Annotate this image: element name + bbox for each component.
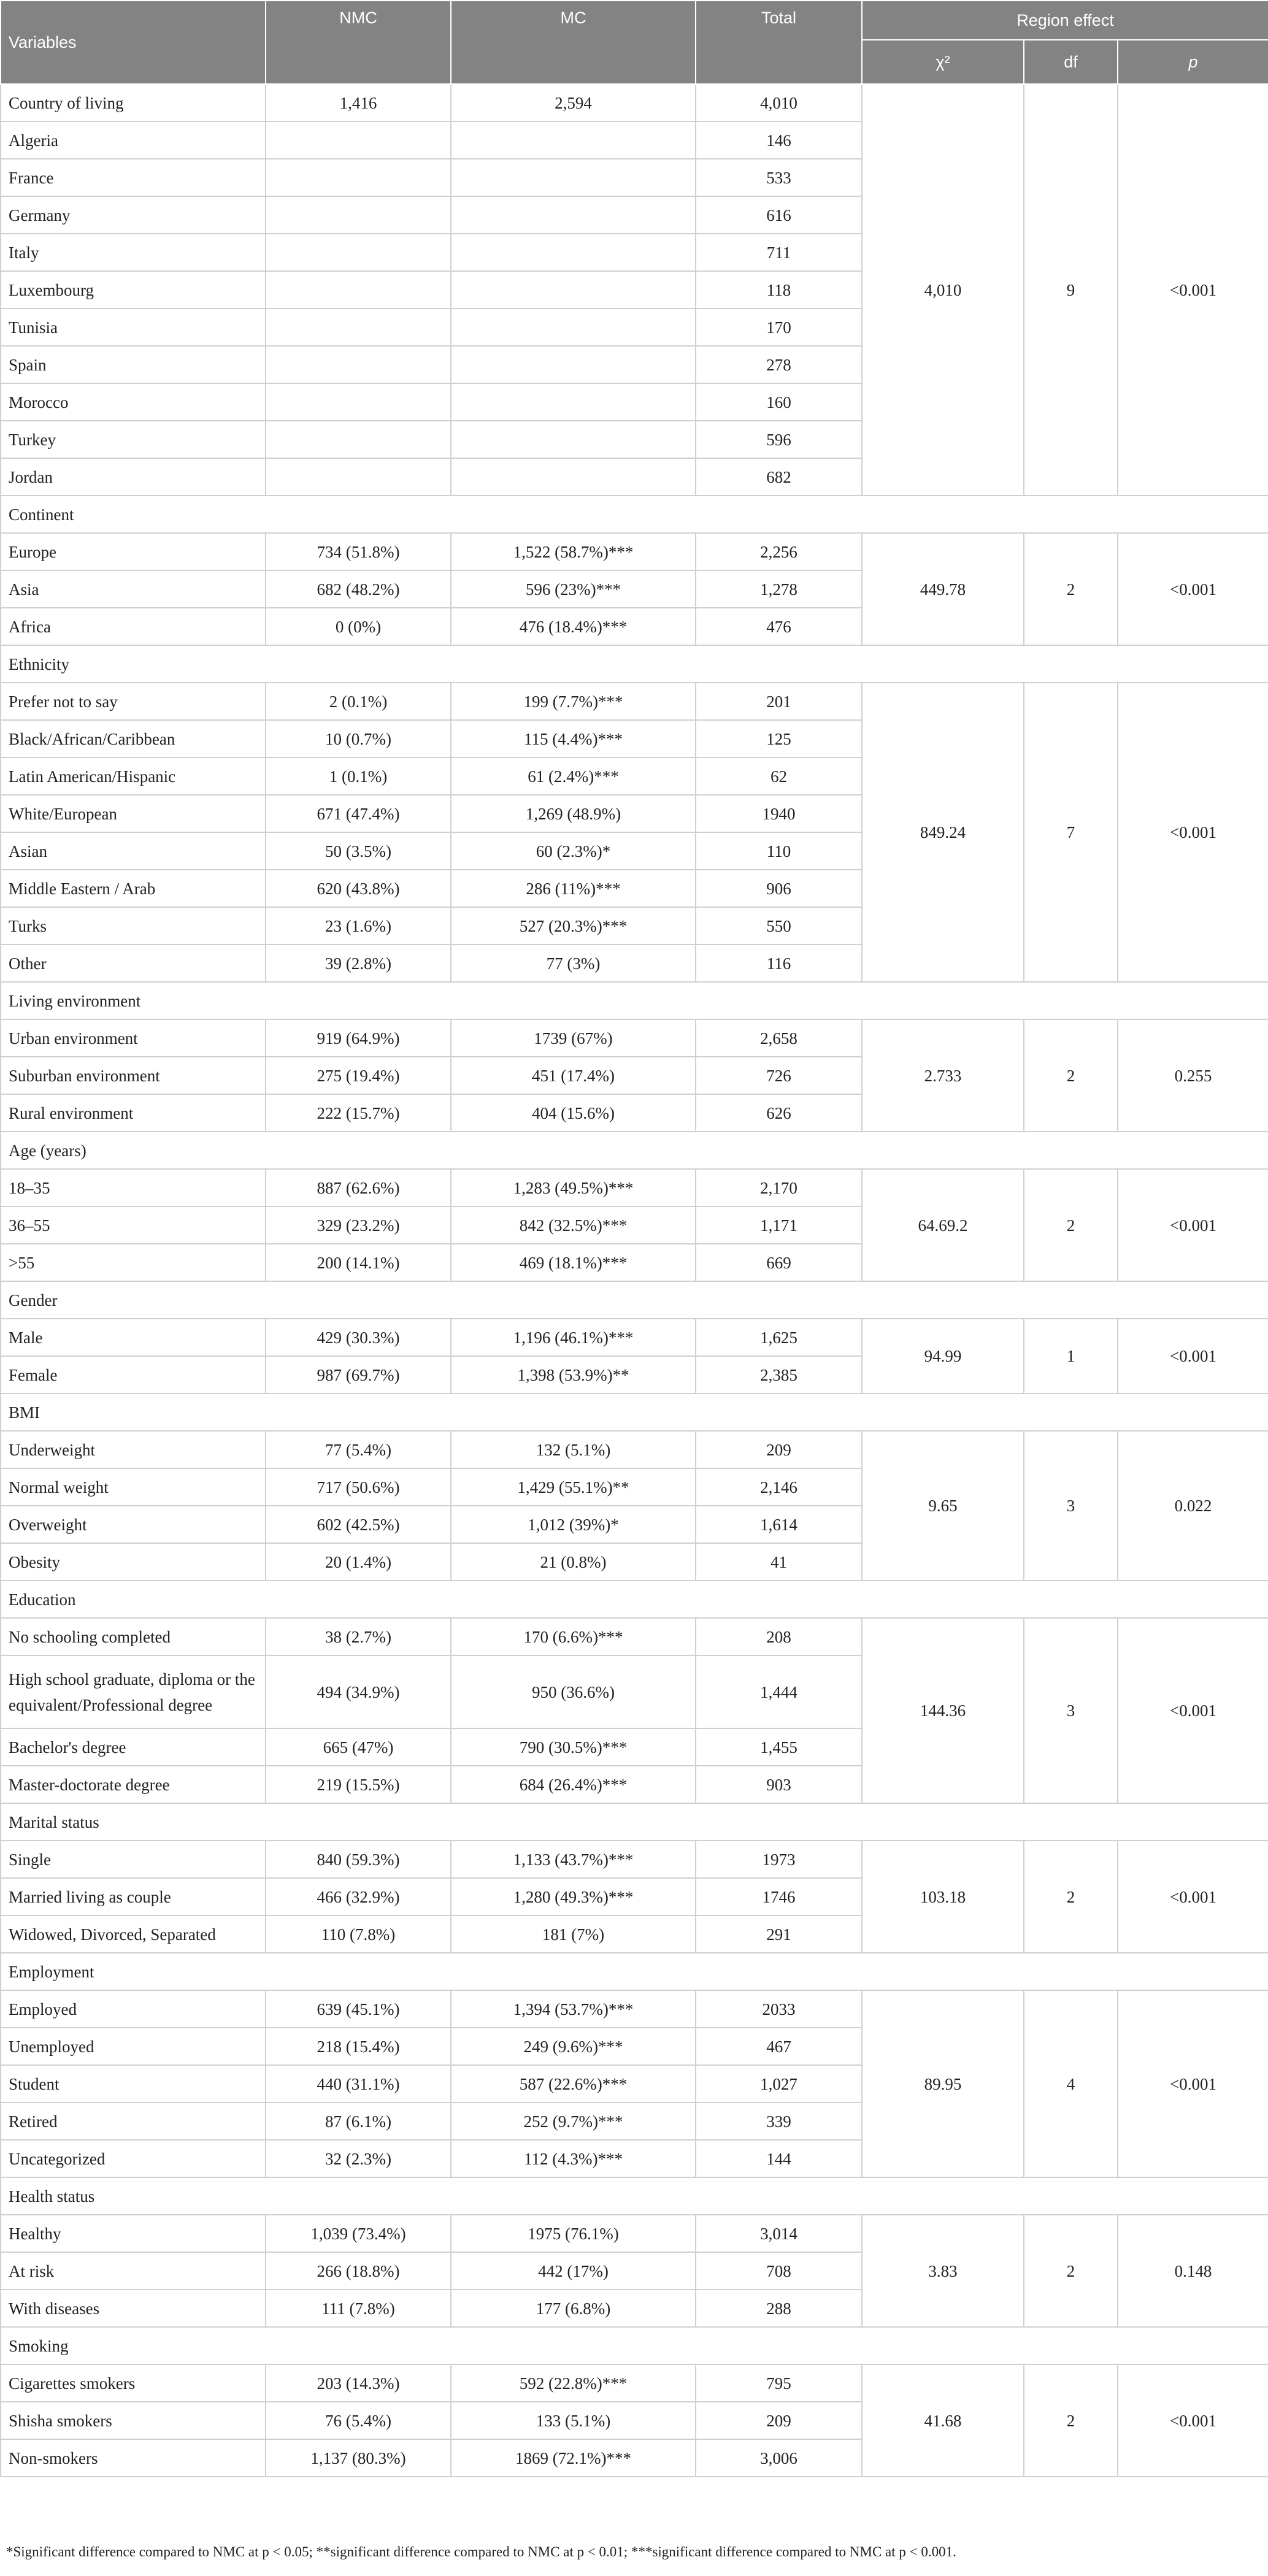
row-label: Tunisia bbox=[1, 309, 266, 346]
mc-cell: 21 (0.8%) bbox=[451, 1543, 696, 1581]
mc-cell: 1,398 (53.9%)** bbox=[451, 1356, 696, 1393]
header-mc: MC bbox=[451, 1, 696, 84]
mc-cell: 587 (22.6%)*** bbox=[451, 2065, 696, 2103]
total-cell: 795 bbox=[696, 2364, 862, 2402]
mc-cell: 451 (17.4%) bbox=[451, 1057, 696, 1094]
nmc-cell: 218 (15.4%) bbox=[266, 2028, 451, 2065]
p-cell: <0.001 bbox=[1118, 2364, 1268, 2477]
chi2-cell: 849.24 bbox=[862, 683, 1024, 982]
p-cell: <0.001 bbox=[1118, 84, 1268, 496]
mc-cell: 181 (7%) bbox=[451, 1915, 696, 1953]
row-label: Black/African/Caribbean bbox=[1, 720, 266, 757]
p-cell: 0.255 bbox=[1118, 1019, 1268, 1132]
row-label: High school graduate, diploma or the equivalent/Professional degree bbox=[1, 1655, 266, 1728]
nmc-cell: 887 (62.6%) bbox=[266, 1169, 451, 1206]
nmc-cell bbox=[266, 121, 451, 159]
row-label: Overweight bbox=[1, 1506, 266, 1543]
row-label: Retired bbox=[1, 2103, 266, 2140]
row-label: Urban environment bbox=[1, 1019, 266, 1057]
total-cell: 41 bbox=[696, 1543, 862, 1581]
nmc-cell: 203 (14.3%) bbox=[266, 2364, 451, 2402]
row-label: Widowed, Divorced, Separated bbox=[1, 1915, 266, 1953]
nmc-cell bbox=[266, 346, 451, 383]
header-region-effect: Region effect bbox=[862, 1, 1268, 40]
row-label: Jordan bbox=[1, 458, 266, 496]
row-label: Healthy bbox=[1, 2215, 266, 2252]
total-cell: 146 bbox=[696, 121, 862, 159]
mc-cell: 469 (18.1%)*** bbox=[451, 1244, 696, 1281]
header-chi2: χ² bbox=[862, 40, 1024, 84]
nmc-cell: 10 (0.7%) bbox=[266, 720, 451, 757]
nmc-cell: 1,416 bbox=[266, 84, 451, 121]
df-cell: 2 bbox=[1024, 533, 1118, 645]
row-label: Normal weight bbox=[1, 1468, 266, 1506]
row-label: Single bbox=[1, 1841, 266, 1878]
nmc-cell: 734 (51.8%) bbox=[266, 533, 451, 570]
chi2-cell: 41.68 bbox=[862, 2364, 1024, 2477]
chi2-cell: 94.99 bbox=[862, 1319, 1024, 1393]
nmc-cell: 466 (32.9%) bbox=[266, 1878, 451, 1915]
total-cell: 1940 bbox=[696, 795, 862, 832]
nmc-cell bbox=[266, 271, 451, 309]
nmc-cell bbox=[266, 234, 451, 271]
row-label: Bachelor's degree bbox=[1, 1728, 266, 1766]
table-row bbox=[1, 1319, 1268, 1356]
mc-cell: 950 (36.6%) bbox=[451, 1655, 696, 1728]
p-cell: <0.001 bbox=[1118, 683, 1268, 982]
total-cell: 339 bbox=[696, 2103, 862, 2140]
df-cell: 2 bbox=[1024, 2215, 1118, 2327]
total-cell: 1746 bbox=[696, 1878, 862, 1915]
row-label: Algeria bbox=[1, 121, 266, 159]
df-cell: 1 bbox=[1024, 1319, 1118, 1393]
row-label: Female bbox=[1, 1356, 266, 1393]
group-title: Smoking bbox=[1, 2327, 1268, 2364]
mc-cell: 112 (4.3%)*** bbox=[451, 2140, 696, 2177]
total-cell: 4,010 bbox=[696, 84, 862, 121]
mc-cell: 1,280 (49.3%)*** bbox=[451, 1878, 696, 1915]
chi2-cell: 89.95 bbox=[862, 1990, 1024, 2177]
row-label: White/European bbox=[1, 795, 266, 832]
nmc-cell: 602 (42.5%) bbox=[266, 1506, 451, 1543]
mc-cell: 1,133 (43.7%)*** bbox=[451, 1841, 696, 1878]
nmc-cell bbox=[266, 458, 451, 496]
nmc-cell: 429 (30.3%) bbox=[266, 1319, 451, 1356]
row-label: Male bbox=[1, 1319, 266, 1356]
mc-cell bbox=[451, 234, 696, 271]
total-cell: 476 bbox=[696, 608, 862, 645]
nmc-cell: 266 (18.8%) bbox=[266, 2252, 451, 2290]
p-cell: <0.001 bbox=[1118, 1618, 1268, 1803]
table-row bbox=[1, 1841, 1268, 1878]
total-cell: 2,658 bbox=[696, 1019, 862, 1057]
row-label: Uncategorized bbox=[1, 2140, 266, 2177]
table-row bbox=[1, 1990, 1268, 2028]
total-cell: 616 bbox=[696, 196, 862, 234]
total-cell: 209 bbox=[696, 2402, 862, 2439]
total-cell: 201 bbox=[696, 683, 862, 720]
mc-cell bbox=[451, 159, 696, 196]
row-label: With diseases bbox=[1, 2290, 266, 2327]
total-cell: 726 bbox=[696, 1057, 862, 1094]
total-cell: 278 bbox=[696, 346, 862, 383]
nmc-cell: 222 (15.7%) bbox=[266, 1094, 451, 1132]
table-row bbox=[1, 2215, 1268, 2252]
table-row bbox=[1, 1019, 1268, 1057]
total-cell: 903 bbox=[696, 1766, 862, 1803]
group-row bbox=[1, 1281, 1268, 1319]
nmc-cell: 987 (69.7%) bbox=[266, 1356, 451, 1393]
total-cell: 170 bbox=[696, 309, 862, 346]
group-title: BMI bbox=[1, 1393, 1268, 1431]
row-label: Shisha smokers bbox=[1, 2402, 266, 2439]
total-cell: 1,171 bbox=[696, 1206, 862, 1244]
total-cell: 62 bbox=[696, 757, 862, 795]
header-total: Total bbox=[696, 1, 862, 84]
chi2-cell: 4,010 bbox=[862, 84, 1024, 496]
row-label: Unemployed bbox=[1, 2028, 266, 2065]
nmc-cell bbox=[266, 383, 451, 421]
mc-cell bbox=[451, 121, 696, 159]
total-cell: 3,014 bbox=[696, 2215, 862, 2252]
p-cell: <0.001 bbox=[1118, 1169, 1268, 1281]
row-label: Latin American/Hispanic bbox=[1, 757, 266, 795]
total-cell: 626 bbox=[696, 1094, 862, 1132]
nmc-cell bbox=[266, 196, 451, 234]
header-nmc: NMC bbox=[266, 1, 451, 84]
mc-cell: 286 (11%)*** bbox=[451, 870, 696, 907]
group-row bbox=[1, 2327, 1268, 2364]
group-row bbox=[1, 84, 1268, 121]
group-row bbox=[1, 2177, 1268, 2215]
row-label: Prefer not to say bbox=[1, 683, 266, 720]
df-cell: 4 bbox=[1024, 1990, 1118, 2177]
total-cell: 1,444 bbox=[696, 1655, 862, 1728]
df-cell: 2 bbox=[1024, 2364, 1118, 2477]
df-cell: 2 bbox=[1024, 1169, 1118, 1281]
chi2-cell: 9.65 bbox=[862, 1431, 1024, 1581]
row-label: No schooling completed bbox=[1, 1618, 266, 1655]
row-label: Married living as couple bbox=[1, 1878, 266, 1915]
total-cell: 110 bbox=[696, 832, 862, 870]
mc-cell: 527 (20.3%)*** bbox=[451, 907, 696, 945]
mc-cell: 596 (23%)*** bbox=[451, 570, 696, 608]
mc-cell bbox=[451, 421, 696, 458]
nmc-cell: 440 (31.1%) bbox=[266, 2065, 451, 2103]
mc-cell: 1,522 (58.7%)*** bbox=[451, 533, 696, 570]
row-label: 36–55 bbox=[1, 1206, 266, 1244]
mc-cell: 1,429 (55.1%)** bbox=[451, 1468, 696, 1506]
group-row bbox=[1, 1953, 1268, 1990]
table-row bbox=[1, 2364, 1268, 2402]
df-cell: 3 bbox=[1024, 1431, 1118, 1581]
p-cell: <0.001 bbox=[1118, 533, 1268, 645]
nmc-cell: 682 (48.2%) bbox=[266, 570, 451, 608]
nmc-cell: 840 (59.3%) bbox=[266, 1841, 451, 1878]
nmc-cell: 671 (47.4%) bbox=[266, 795, 451, 832]
group-title: Employment bbox=[1, 1953, 1268, 1990]
row-label: Germany bbox=[1, 196, 266, 234]
row-label: Luxembourg bbox=[1, 271, 266, 309]
mc-cell: 249 (9.6%)*** bbox=[451, 2028, 696, 2065]
nmc-cell: 23 (1.6%) bbox=[266, 907, 451, 945]
mc-cell: 404 (15.6%) bbox=[451, 1094, 696, 1132]
row-label: Cigarettes smokers bbox=[1, 2364, 266, 2402]
nmc-cell: 717 (50.6%) bbox=[266, 1468, 451, 1506]
mc-cell: 842 (32.5%)*** bbox=[451, 1206, 696, 1244]
nmc-cell bbox=[266, 309, 451, 346]
total-cell: 669 bbox=[696, 1244, 862, 1281]
mc-cell: 476 (18.4%)*** bbox=[451, 608, 696, 645]
total-cell: 1973 bbox=[696, 1841, 862, 1878]
chi2-cell: 3.83 bbox=[862, 2215, 1024, 2327]
p-cell: <0.001 bbox=[1118, 1319, 1268, 1393]
nmc-cell: 219 (15.5%) bbox=[266, 1766, 451, 1803]
total-cell: 288 bbox=[696, 2290, 862, 2327]
row-label: >55 bbox=[1, 1244, 266, 1281]
nmc-cell: 639 (45.1%) bbox=[266, 1990, 451, 2028]
row-label: Italy bbox=[1, 234, 266, 271]
p-cell: 0.022 bbox=[1118, 1431, 1268, 1581]
total-cell: 2,385 bbox=[696, 1356, 862, 1393]
nmc-cell: 20 (1.4%) bbox=[266, 1543, 451, 1581]
df-cell: 9 bbox=[1024, 84, 1118, 496]
chi2-cell: 144.36 bbox=[862, 1618, 1024, 1803]
table-body bbox=[1, 84, 1268, 2477]
mc-cell: 1,269 (48.9%) bbox=[451, 795, 696, 832]
mc-cell: 1,283 (49.5%)*** bbox=[451, 1169, 696, 1206]
row-label: At risk bbox=[1, 2252, 266, 2290]
p-cell: 0.148 bbox=[1118, 2215, 1268, 2327]
total-cell: 209 bbox=[696, 1431, 862, 1468]
row-label: Suburban environment bbox=[1, 1057, 266, 1094]
nmc-cell: 76 (5.4%) bbox=[266, 2402, 451, 2439]
mc-cell: 1739 (67%) bbox=[451, 1019, 696, 1057]
table-row bbox=[1, 1618, 1268, 1655]
row-label: Employed bbox=[1, 1990, 266, 2028]
total-cell: 144 bbox=[696, 2140, 862, 2177]
nmc-cell: 38 (2.7%) bbox=[266, 1618, 451, 1655]
total-cell: 1,027 bbox=[696, 2065, 862, 2103]
mc-cell: 1975 (76.1%) bbox=[451, 2215, 696, 2252]
chi2-cell: 64.69.2 bbox=[862, 1169, 1024, 1281]
total-cell: 533 bbox=[696, 159, 862, 196]
nmc-cell: 275 (19.4%) bbox=[266, 1057, 451, 1094]
row-label: Morocco bbox=[1, 383, 266, 421]
row-label: Student bbox=[1, 2065, 266, 2103]
mc-cell: 115 (4.4%)*** bbox=[451, 720, 696, 757]
mc-cell: 1869 (72.1%)*** bbox=[451, 2439, 696, 2477]
mc-cell: 132 (5.1%) bbox=[451, 1431, 696, 1468]
nmc-cell: 2 (0.1%) bbox=[266, 683, 451, 720]
mc-cell bbox=[451, 271, 696, 309]
chi2-cell: 2.733 bbox=[862, 1019, 1024, 1132]
mc-cell: 2,594 bbox=[451, 84, 696, 121]
row-label: Turks bbox=[1, 907, 266, 945]
total-cell: 3,006 bbox=[696, 2439, 862, 2477]
row-label: France bbox=[1, 159, 266, 196]
df-cell: 3 bbox=[1024, 1618, 1118, 1803]
table-row bbox=[1, 533, 1268, 570]
group-row bbox=[1, 1581, 1268, 1618]
total-cell: 708 bbox=[696, 2252, 862, 2290]
mc-cell: 252 (9.7%)*** bbox=[451, 2103, 696, 2140]
table-row bbox=[1, 1431, 1268, 1468]
group-row bbox=[1, 645, 1268, 683]
group-row bbox=[1, 982, 1268, 1019]
group-title: Age (years) bbox=[1, 1132, 1268, 1169]
nmc-cell: 87 (6.1%) bbox=[266, 2103, 451, 2140]
group-row bbox=[1, 1803, 1268, 1841]
nmc-cell bbox=[266, 421, 451, 458]
mc-cell bbox=[451, 309, 696, 346]
row-label: Other bbox=[1, 945, 266, 982]
mc-cell: 1,012 (39%)* bbox=[451, 1506, 696, 1543]
row-label: Rural environment bbox=[1, 1094, 266, 1132]
total-cell: 160 bbox=[696, 383, 862, 421]
nmc-cell: 494 (34.9%) bbox=[266, 1655, 451, 1728]
mc-cell: 790 (30.5%)*** bbox=[451, 1728, 696, 1766]
row-label: Middle Eastern / Arab bbox=[1, 870, 266, 907]
table-row bbox=[1, 683, 1268, 720]
total-cell: 682 bbox=[696, 458, 862, 496]
total-cell: 125 bbox=[696, 720, 862, 757]
group-title: Health status bbox=[1, 2177, 1268, 2215]
total-cell: 291 bbox=[696, 1915, 862, 1953]
group-row bbox=[1, 1132, 1268, 1169]
row-label: 18–35 bbox=[1, 1169, 266, 1206]
nmc-cell: 200 (14.1%) bbox=[266, 1244, 451, 1281]
nmc-cell: 919 (64.9%) bbox=[266, 1019, 451, 1057]
p-cell: <0.001 bbox=[1118, 1841, 1268, 1953]
chi2-cell: 449.78 bbox=[862, 533, 1024, 645]
total-cell: 2033 bbox=[696, 1990, 862, 2028]
nmc-cell: 32 (2.3%) bbox=[266, 2140, 451, 2177]
nmc-cell: 111 (7.8%) bbox=[266, 2290, 451, 2327]
table-header bbox=[1, 1, 1268, 84]
row-label: Underweight bbox=[1, 1431, 266, 1468]
df-cell: 2 bbox=[1024, 1841, 1118, 1953]
group-title: Living environment bbox=[1, 982, 1268, 1019]
row-label: Spain bbox=[1, 346, 266, 383]
nmc-cell: 665 (47%) bbox=[266, 1728, 451, 1766]
total-cell: 1,614 bbox=[696, 1506, 862, 1543]
mc-cell: 684 (26.4%)*** bbox=[451, 1766, 696, 1803]
mc-cell: 592 (22.8%)*** bbox=[451, 2364, 696, 2402]
chi2-cell: 103.18 bbox=[862, 1841, 1024, 1953]
group-title: Ethnicity bbox=[1, 645, 1268, 683]
table-row bbox=[1, 1169, 1268, 1206]
mc-cell: 170 (6.6%)*** bbox=[451, 1618, 696, 1655]
total-cell: 118 bbox=[696, 271, 862, 309]
mc-cell: 61 (2.4%)*** bbox=[451, 757, 696, 795]
nmc-cell: 50 (3.5%) bbox=[266, 832, 451, 870]
nmc-cell: 77 (5.4%) bbox=[266, 1431, 451, 1468]
row-label: Obesity bbox=[1, 1543, 266, 1581]
nmc-cell: 0 (0%) bbox=[266, 608, 451, 645]
nmc-cell bbox=[266, 159, 451, 196]
group-title: Continent bbox=[1, 496, 1268, 533]
header-df: df bbox=[1024, 40, 1118, 84]
mc-cell bbox=[451, 346, 696, 383]
row-label: Turkey bbox=[1, 421, 266, 458]
group-title: Education bbox=[1, 1581, 1268, 1618]
nmc-cell: 110 (7.8%) bbox=[266, 1915, 451, 1953]
row-label: Non-smokers bbox=[1, 2439, 266, 2477]
mc-cell bbox=[451, 196, 696, 234]
total-cell: 550 bbox=[696, 907, 862, 945]
total-cell: 711 bbox=[696, 234, 862, 271]
nmc-cell: 1,039 (73.4%) bbox=[266, 2215, 451, 2252]
header-variables: Variables bbox=[1, 1, 266, 84]
nmc-cell: 329 (23.2%) bbox=[266, 1206, 451, 1244]
total-cell: 596 bbox=[696, 421, 862, 458]
row-label: Master-doctorate degree bbox=[1, 1766, 266, 1803]
total-cell: 2,170 bbox=[696, 1169, 862, 1206]
total-cell: 467 bbox=[696, 2028, 862, 2065]
total-cell: 208 bbox=[696, 1618, 862, 1655]
group-title: Gender bbox=[1, 1281, 1268, 1319]
mc-cell: 177 (6.8%) bbox=[451, 2290, 696, 2327]
row-label: Asia bbox=[1, 570, 266, 608]
group-row bbox=[1, 1393, 1268, 1431]
mc-cell: 77 (3%) bbox=[451, 945, 696, 982]
group-title: Marital status bbox=[1, 1803, 1268, 1841]
df-cell: 7 bbox=[1024, 683, 1118, 982]
mc-cell: 199 (7.7%)*** bbox=[451, 683, 696, 720]
total-cell: 2,256 bbox=[696, 533, 862, 570]
nmc-cell: 1 (0.1%) bbox=[266, 757, 451, 795]
mc-cell: 133 (5.1%) bbox=[451, 2402, 696, 2439]
total-cell: 906 bbox=[696, 870, 862, 907]
total-cell: 1,278 bbox=[696, 570, 862, 608]
total-cell: 2,146 bbox=[696, 1468, 862, 1506]
row-label: Asian bbox=[1, 832, 266, 870]
row-label: Africa bbox=[1, 608, 266, 645]
mc-cell: 60 (2.3%)* bbox=[451, 832, 696, 870]
mc-cell bbox=[451, 383, 696, 421]
nmc-cell: 39 (2.8%) bbox=[266, 945, 451, 982]
nmc-cell: 1,137 (80.3%) bbox=[266, 2439, 451, 2477]
p-cell: <0.001 bbox=[1118, 1990, 1268, 2177]
footnote: *Significant difference compared to NMC at p < 0.05; **significant difference compared to NMC at p < 0.01; ***significant difference compared to NMC at p < 0.001. bbox=[6, 2544, 956, 2559]
row-label: Europe bbox=[1, 533, 266, 570]
total-cell: 116 bbox=[696, 945, 862, 982]
mc-cell: 1,394 (53.7%)*** bbox=[451, 1990, 696, 2028]
header-p: p bbox=[1118, 40, 1268, 84]
group-title: Country of living bbox=[1, 84, 266, 121]
total-cell: 1,625 bbox=[696, 1319, 862, 1356]
mc-cell bbox=[451, 458, 696, 496]
total-cell: 1,455 bbox=[696, 1728, 862, 1766]
mc-cell: 1,196 (46.1%)*** bbox=[451, 1319, 696, 1356]
mc-cell: 442 (17%) bbox=[451, 2252, 696, 2290]
nmc-cell: 620 (43.8%) bbox=[266, 870, 451, 907]
df-cell: 2 bbox=[1024, 1019, 1118, 1132]
group-row bbox=[1, 496, 1268, 533]
